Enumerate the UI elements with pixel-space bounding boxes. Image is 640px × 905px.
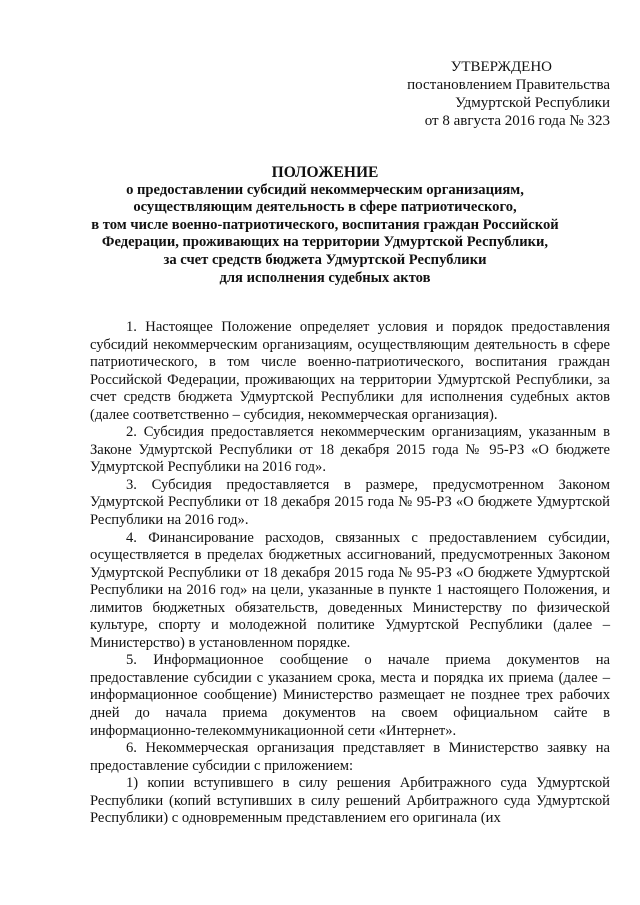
approval-stamp <box>350 58 610 130</box>
title-line: в том числе военно-патриотического, воспитания граждан Российской <box>91 216 559 233</box>
approval-heading: УТВЕРЖДЕНО <box>450 59 552 75</box>
paragraph-5: 5. Информационное сообщение о начале приема документов на предоставление субсидии с указанием срока, места и порядка их приема (далее – информационное сообщение) Министерство размещает не позднее трех рабочих дней до начала приема документов на своем официальном сайте в информационно-телекоммуникационной сети «Интернет». <box>90 652 610 739</box>
title-line: за счет средств бюджета Удмуртской Республики <box>163 251 487 268</box>
paragraph-4: 4. Финансирование расходов, связанных с предоставлением субсидии, осуществляется в пределах бюджетных ассигнований, предусмотренных Законом Удмуртской Республики от 18 декабря 2015 года № 95-РЗ «О бюджете Удмуртской Республики на 2016 год» на цели, указанные в пункте 1 настоящего Положения, и лимитов бюджетных обязательств, доведенных Министерству по физической культуре, спорту и молодежной политике Удмуртской Республики (далее – Министерство) в установленном порядке. <box>90 529 610 651</box>
approval-line: Удмуртской Республики <box>455 95 610 111</box>
approval-line: от 8 августа 2016 года № 323 <box>424 113 610 129</box>
paragraph-6: 6. Некоммерческая организация представляет в Министерство заявку на предоставление субсидии с приложением: <box>90 740 610 774</box>
paragraph-3: 3. Субсидия предоставляется в размере, предусмотренном Законом Удмуртской Республики от 18 декабря 2015 года № 95-РЗ «О бюджете Удмуртской Республики на 2016 год». <box>90 476 610 529</box>
document-title <box>70 164 580 287</box>
title-line: для исполнения судебных актов <box>219 269 431 286</box>
title-line: осуществляющим деятельность в сфере патриотического, <box>133 199 517 216</box>
title-heading: ПОЛОЖЕНИЕ <box>271 164 379 181</box>
paragraph-6-item-1: 1) копии вступившего в силу решения Арбитражного суда Удмуртской Республики (копий вступивших в силу решений Арбитражного суда Удмуртской Республики) с одновременным представлением его оригинала (их <box>90 775 610 827</box>
title-line: Федерации, проживающих на территории Удмуртской Республики, <box>101 234 549 251</box>
approval-line: постановлением Правительства <box>407 77 610 93</box>
document-body <box>90 319 610 828</box>
title-line: о предоставлении субсидий некоммерческим организациям, <box>126 181 524 198</box>
paragraph-1: 1. Настоящее Положение определяет условия и порядок предоставления субсидий некоммерческим организациям, осуществляющим деятельность в сфере патриотического, в том числе военно-патриотического, воспитания граждан Российской Федерации, проживающих на территории Удмуртской Республики, за счет средств бюджета Удмуртской Республики для исполнения судебных актов (далее соответственно – субсидия, некоммерческая организация). <box>90 319 610 423</box>
paragraph-2: 2. Субсидия предоставляется некоммерческим организациям, указанным в Законе Удмуртской Республики от 18 декабря 2015 года № 95-РЗ «О бюджете Удмуртской Республики на 2016 год». <box>90 424 610 476</box>
